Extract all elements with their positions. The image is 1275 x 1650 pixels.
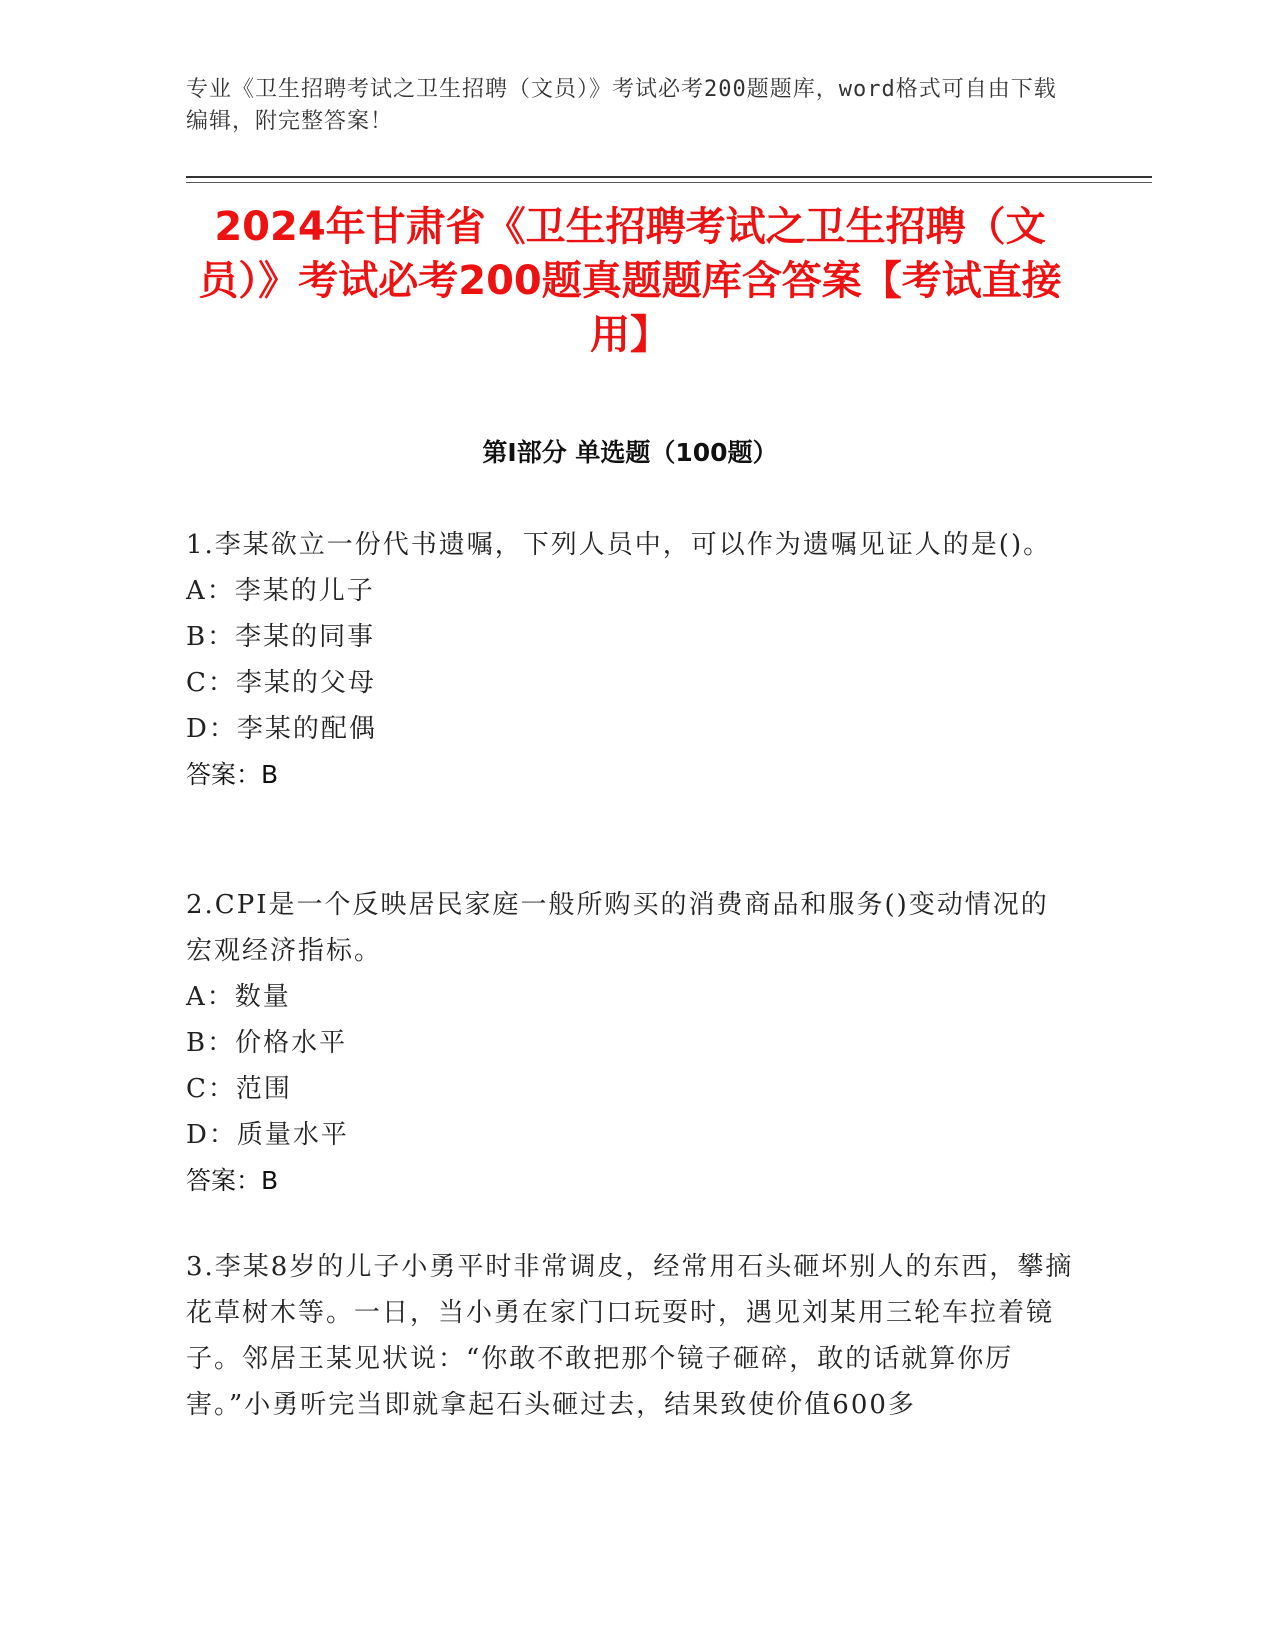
- question-stem: 1.李某欲立一份代书遗嘱，下列人员中，可以作为遗嘱见证人的是()。: [186, 530, 1052, 560]
- document-title: 2024年甘肃省《卫生招聘考试之卫生招聘（文员）》考试必考200题真题题库含答案【考试直接用】: [198, 204, 1062, 358]
- option-b: B：李某的同事: [186, 622, 376, 652]
- option-d: D：李某的配偶: [186, 714, 377, 744]
- option-c: C：李某的父母: [186, 668, 376, 698]
- question-3: [186, 1244, 1076, 1428]
- answer: 答案：B: [186, 1166, 279, 1195]
- header-divider: [186, 176, 1152, 178]
- question-stem: 3.李某8岁的儿子小勇平时非常调皮，经常用石头砸坏别人的东西，攀摘花草树木等。一日，当小勇在家门口玩耍时，遇见刘某用三轮车拉着镜子。邻居王某见状说：“你敢不敢把那个镜子砸碎，敢的话就算你厉害。”小勇听完当即就拿起石头砸过去，结果致使价值600多: [186, 1252, 1074, 1420]
- section-heading: 第I部分 单选题（100题）: [482, 438, 778, 467]
- header-divider-thin: [186, 182, 1152, 183]
- question-stem: 2.CPI是一个反映居民家庭一般所购买的消费商品和服务()变动情况的宏观经济指标。: [186, 890, 1049, 966]
- header-note: 专业《卫生招聘考试之卫生招聘（文员）》考试必考200题题库，word格式可自由下载编辑，附完整答案！: [186, 77, 1057, 134]
- question-2: [186, 882, 1076, 1204]
- answer: 答案：B: [186, 760, 279, 789]
- option-c: C：范围: [186, 1074, 292, 1104]
- option-a: A：李某的儿子: [186, 576, 375, 606]
- option-a: A：数量: [186, 982, 291, 1012]
- option-d: D：质量水平: [186, 1120, 349, 1150]
- question-1: [186, 522, 1076, 798]
- option-b: B：价格水平: [186, 1028, 348, 1058]
